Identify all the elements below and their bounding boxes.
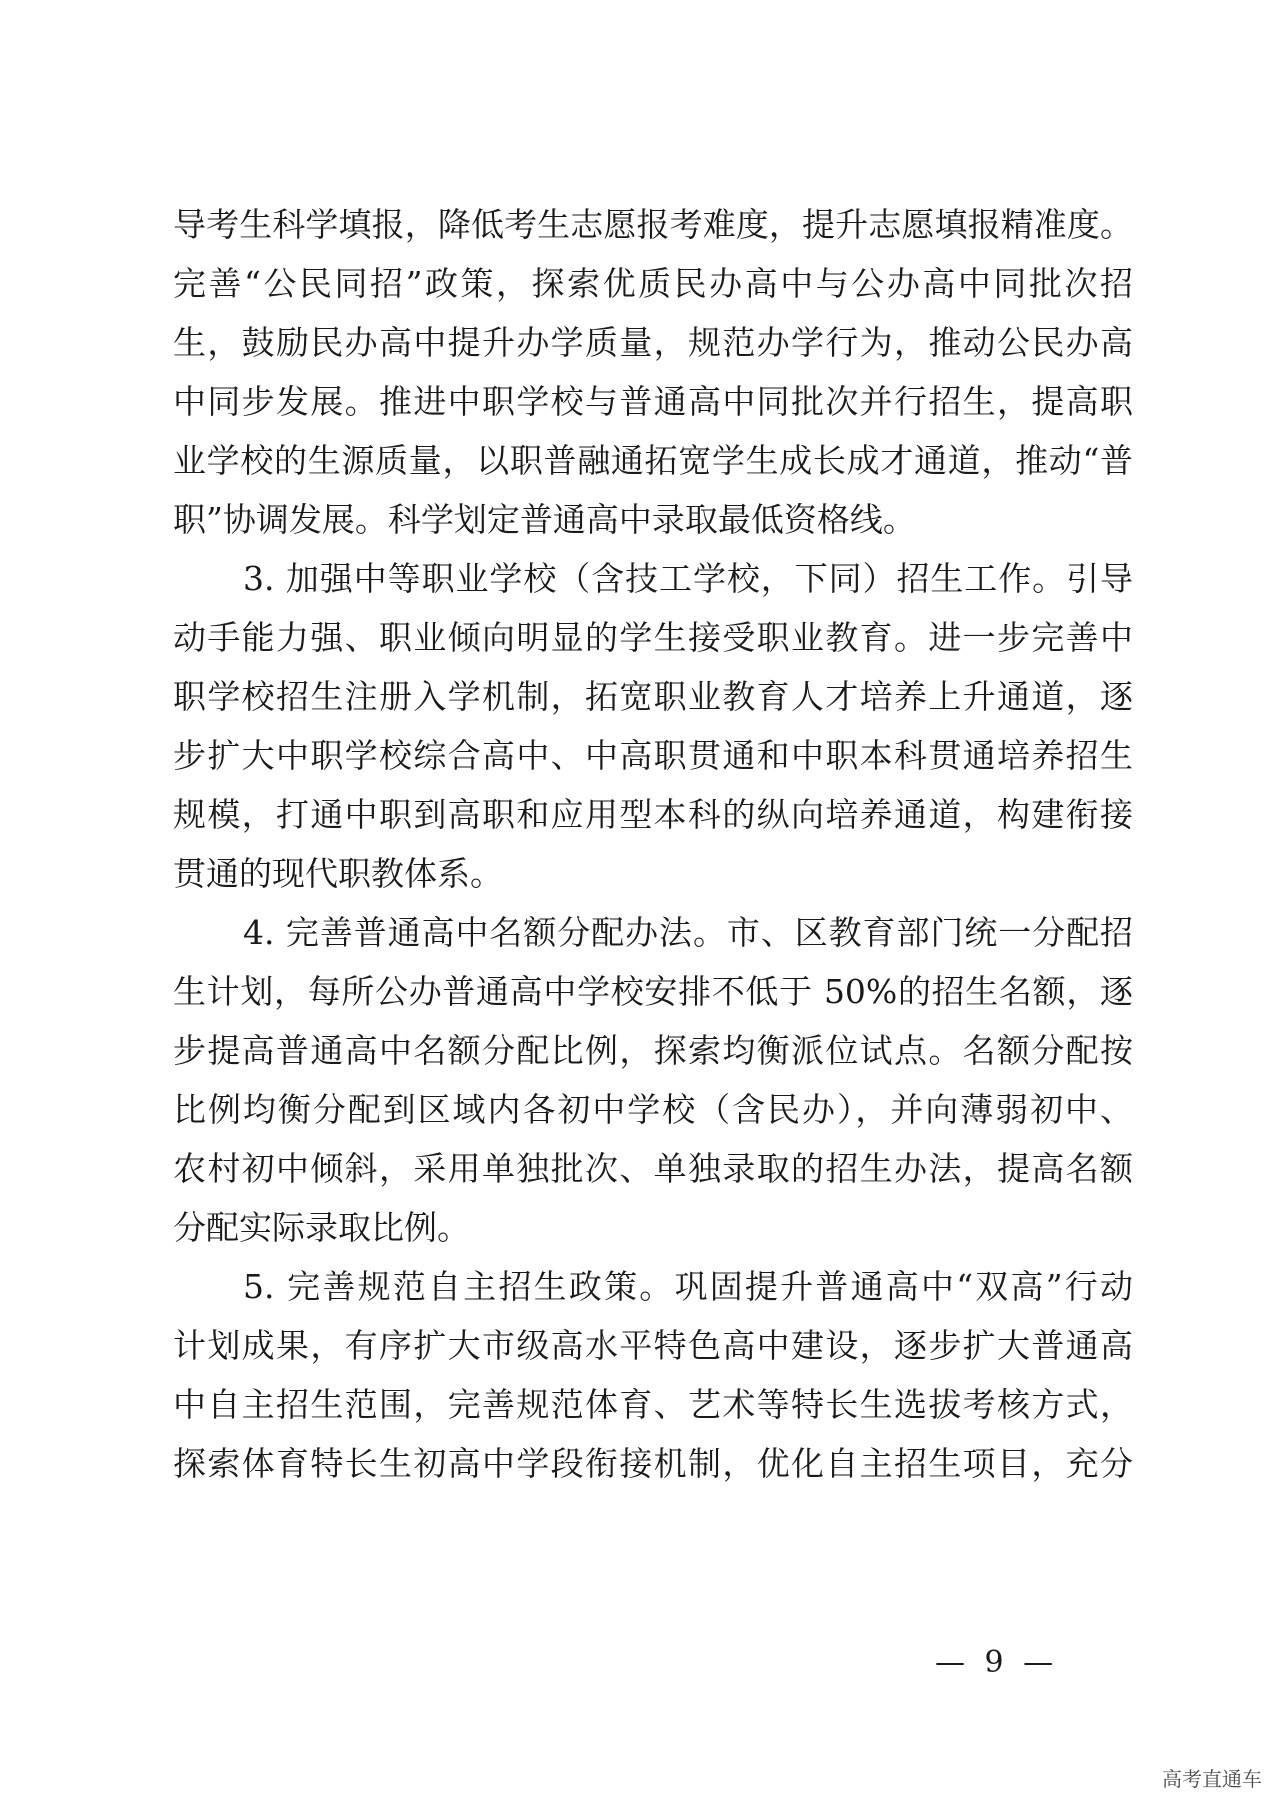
body-text-line: 比例均衡分配到区域内各初中学校（含民办），并向薄弱初中、 — [173, 1090, 1133, 1129]
body-text-line: 动手能力强、职业倾向明显的学生接受职业教育。进一步完善中 — [173, 618, 1133, 657]
body-text-line: 生，鼓励民办高中提升办学质量，规范办学行为，推动公民办高 — [173, 323, 1133, 362]
body-text-line: 分配实际录取比例。 — [173, 1208, 470, 1247]
body-text-line: 职”协调发展。科学划定普通高中录取最低资格线。 — [173, 500, 916, 539]
section-heading-line: 5. 完善规范自主招生政策。巩固提升普通高中“双高”行动 — [243, 1267, 1133, 1306]
section-heading-line: 3. 加强中等职业学校（含技工学校，下同）招生工作。引导 — [243, 559, 1133, 598]
body-text-line: 农村初中倾斜，采用单独批次、单独录取的招生办法，提高名额 — [173, 1149, 1133, 1188]
body-text-line: 导考生科学填报，降低考生志愿报考难度，提升志愿填报精准度。 — [173, 205, 1133, 244]
watermark-label: 高考直通车 — [1162, 1767, 1262, 1791]
body-text-line: 业学校的生源质量，以职普融通拓宽学生成长成才通道，推动“普 — [173, 441, 1133, 480]
body-text-line: 生计划，每所公办普通高中学校安排不低于 50%的招生名额，逐 — [173, 972, 1133, 1011]
body-text-line: 贯通的现代职教体系。 — [173, 854, 503, 893]
body-text-line: 步提高普通高中名额分配比例，探索均衡派位试点。名额分配按 — [173, 1031, 1133, 1070]
body-text-line: 计划成果，有序扩大市级高水平特色高中建设，逐步扩大普通高 — [173, 1326, 1133, 1365]
body-text-line: 完善“公民同招”政策，探索优质民办高中与公办高中同批次招 — [173, 264, 1133, 303]
body-text-line: 职学校招生注册入学机制，拓宽职业教育人才培养上升通道，逐 — [173, 677, 1133, 716]
section-heading-line: 4. 完善普通高中名额分配办法。市、区教育部门统一分配招 — [243, 913, 1133, 952]
body-text-line: 中同步发展。推进中职学校与普通高中同批次并行招生，提高职 — [173, 382, 1133, 421]
body-text-line: 探索体育特长生初高中学段衔接机制，优化自主招生项目，充分 — [173, 1444, 1133, 1483]
body-text-line: 中自主招生范围，完善规范体育、艺术等特长生选拔考核方式， — [173, 1385, 1133, 1424]
body-text-line: 规模，打通中职到高职和应用型本科的纵向培养通道，构建衔接 — [173, 795, 1133, 834]
body-text-line: 步扩大中职学校综合高中、中高职贯通和中职本科贯通培养招生 — [173, 736, 1133, 775]
page-number: — 9 — — [935, 1645, 1054, 1680]
